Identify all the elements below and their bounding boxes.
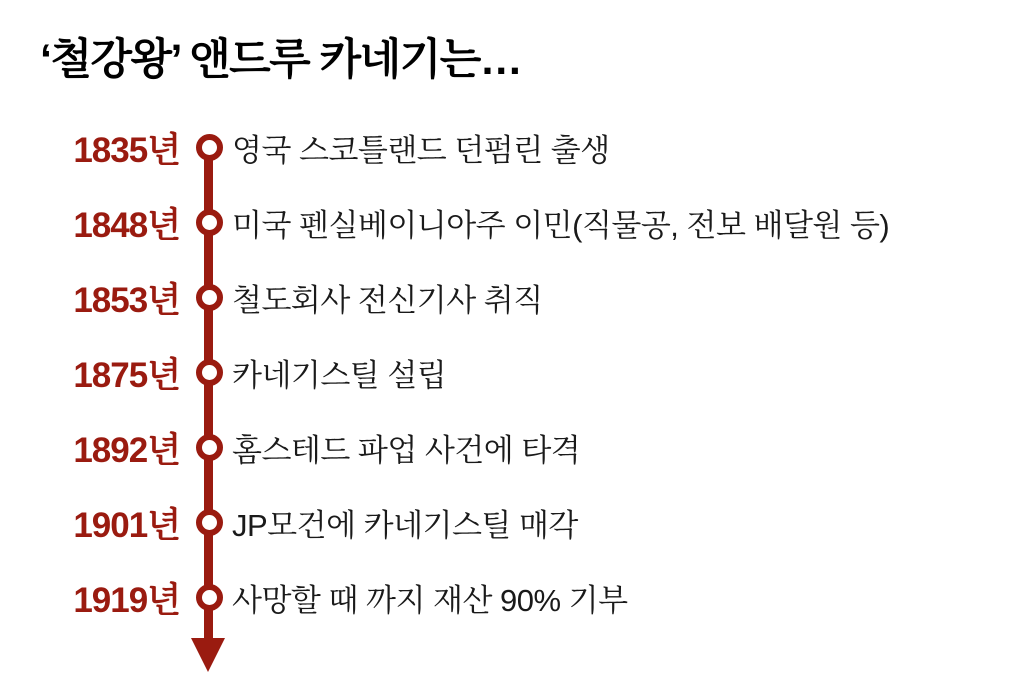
timeline-event: 사망할 때 까지 재산 90% 기부: [232, 583, 628, 618]
timeline-node-icon: [196, 209, 223, 236]
timeline-row: [0, 185, 1022, 260]
timeline-row: [0, 260, 1022, 335]
timeline-row: [0, 485, 1022, 560]
timeline-event: 철도회사 전신기사 취직: [232, 283, 543, 318]
timeline-node-icon: [196, 509, 223, 536]
timeline-event: JP모건에 카네기스틸 매각: [232, 508, 578, 543]
timeline-event: 홈스테드 파업 사건에 타격: [232, 433, 581, 468]
timeline-event: 미국 펜실베이니아주 이민(직물공, 전보 배달원 등): [232, 208, 890, 243]
timeline-year: 1853년: [73, 280, 180, 320]
timeline-event: 카네기스틸 설립: [232, 358, 447, 393]
timeline-row: [0, 335, 1022, 410]
timeline-node-icon: [196, 284, 223, 311]
timeline-row: [0, 110, 1022, 185]
timeline-year: 1848년: [73, 205, 180, 245]
page-title: ‘철강왕’ 앤드루 카네기는…: [40, 36, 522, 84]
timeline-event: 영국 스코틀랜드 던펌린 출생: [232, 133, 610, 168]
timeline-year: 1919년: [73, 580, 180, 620]
timeline-year: 1835년: [73, 130, 180, 170]
timeline-node-icon: [196, 134, 223, 161]
timeline-year: 1901년: [73, 505, 180, 545]
timeline: [0, 110, 1022, 635]
timeline-row: [0, 560, 1022, 635]
timeline-year: 1892년: [73, 430, 180, 470]
timeline-node-icon: [196, 434, 223, 461]
timeline-node-icon: [196, 359, 223, 386]
timeline-rows: [0, 110, 1022, 635]
timeline-row: [0, 410, 1022, 485]
arrow-down-icon: [191, 638, 225, 672]
timeline-node-icon: [196, 584, 223, 611]
timeline-year: 1875년: [73, 355, 180, 395]
